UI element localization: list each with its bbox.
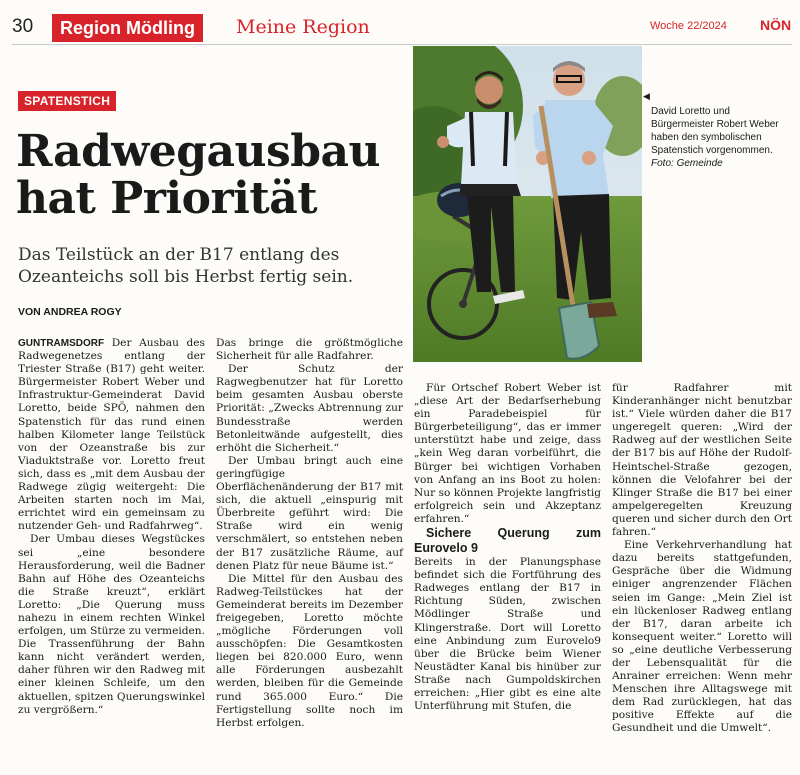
col2-paragraph-1: Das bringe die größtmögliche Sicherheit für alle Radfahrer. xyxy=(216,337,403,363)
article-photo xyxy=(413,46,642,362)
col2-paragraph-2: Der Schutz der Ragwegbenutzer hat für Loretto beim gesamten Ausbau oberste Priorität: „Zwecks Abtrennung zur Bundesstraße werden Betonleitwände aufgestellt, dies erhöht die Sicherheit.“ xyxy=(216,363,403,454)
article-title: Radwegausbau hat Priorität xyxy=(16,126,381,224)
column-4 xyxy=(612,382,792,736)
col1-paragraph-2: Der Umbau dieses Wegstückes sei „eine besondere Herausforderung, weil die Badner Bahn auf Höhe des Ozeanteichs die Straße kreuzt“, erklärt Loretto: „Die Querung muss nahezu in einem rechten Winkel erfolgen, um Stürze zu vermeiden. Die Trassenführung der Bahn kann nicht verändert werden, daher führen wir den Radweg mit einer kleinen Schleife, um den aktuellen, spitzen Querungswinkel zu vergrößern.“ xyxy=(18,533,205,716)
col2-paragraph-4: Die Mittel für den Ausbau des Radweg-Teilstückes hat der Gemeinderat bereits im Dezember freigegeben, Loretto möchte „mögliche Förderungen voll ausschöpfen: Die Gesamtkosten liegen bei 820.000 Euro, wenn alle Förderungen ausbezahlt werden, bleiben für die Gemeinde rund 365.000 Euro.“ Die Fertigstellung sollte noch im Herbst erfolgen. xyxy=(216,572,403,729)
section-subhead: Sichere Querung zum Eurovelo 9 xyxy=(414,526,601,556)
brand-logo: NÖN xyxy=(760,17,792,33)
photo-caption xyxy=(651,105,791,170)
col3-paragraph-2: Bereits in der Planungsphase befindet sich die Fortführung des Radweges entlang der B17 in Richtung Süden, zwischen Mödlinger Straße und Klingerstraße. Dort will Loretto eine Anbindung zum Eurovelo9 über die Brücke beim Wiener Neustädter Kanal bis hinüber zur Straße nach Gumpoldskirchen erreichen: „Hier gibt es eine alte Unterführung mit Stufen, die xyxy=(414,556,601,713)
column-3 xyxy=(414,382,601,713)
header-divider xyxy=(12,44,792,45)
kicker-badge: SPATENSTICH xyxy=(18,91,116,111)
col1-p1-text: Der Ausbau des Radwegenetzes entlang der Triester Straße (B17) geht weiter. Bürgermeister Robert Weber und Infrastruktur-Gemeinderat David Loretto, beide SPÖ, nahmen den Spatenstich für das rund einen halben Kilometer lange Teilstück von der Ozeanstraße bis zur Viaduktstraße vor. Loretto freut sich, dass es „mit dem Ausbau der Radwege zügig weitergeht: Die Arbeiten starten noch im Mai, errichtet wird ein gemeinsam zu nutzender Geh- und Radfahrweg“. xyxy=(18,337,205,533)
caption-text: David Loretto und Bürgermeister Robert Weber haben den symbolischen Spatenstich vorgenommen. xyxy=(651,106,779,156)
column-2 xyxy=(216,337,403,730)
article-subtitle: Das Teilstück an der B17 entlang des Ozeanteichs soll bis Herbst fertig sein. xyxy=(18,245,354,287)
dateline: GUNTRAMSDORF xyxy=(18,338,105,349)
col1-paragraph-1 xyxy=(18,337,205,533)
page-number: 30 xyxy=(12,16,34,37)
photo-credit: Foto: Gemeinde xyxy=(651,158,723,169)
col3-paragraph-1: Für Ortschef Robert Weber ist „diese Art der Bedarfserhebung ein Paradebeispiel für Bürgerbeteiligung“, das er immer unterstützt habe und zeige, dass „kein Weg daran vorbeiführt, die Bürger bei wichtigen Vorhaben von Anfang an ins Boot zu holen: Nur so können Projekte langfristig erfolgreich sein und Akzeptanz erfahren.“ xyxy=(414,382,601,525)
caption-pointer-icon: ◀ xyxy=(643,92,650,102)
col4-paragraph-2: Eine Verkehrverhandlung hat dazu bereits stattgefunden, Gespräche über die Widmung einiger angrenzender Flächen seien im Gange: „Mein Ziel ist ein lückenloser Radweg entlang der B17, daran arbeite ich konsequent weiter.“ Loretto will so „eine deutliche Verbesserung der Lebensqualität für die Anrainer erreichen: Wenn mehr Menschen ihre Alltagswege mit dem Rad zurücklegen, hat das positive Effekte auf die Gesundheit und die Umwelt“. xyxy=(612,539,792,735)
region-badge: Region Mödling xyxy=(52,14,203,42)
column-1 xyxy=(18,337,205,717)
col4-paragraph-1: für Radfahrer mit Kinderanhänger nicht benutzbar ist.“ Viele würden daher die B17 ungeregelt queren: „Wird der Radweg auf der westlichen Seite der B17 bis auf Höhe der Rudolf-Heintschel-Straße gezogen, können die Velofahrer bei der Klinger Straße die B17 bei einer ampelgeregelten Kreuzung queren und sicher durch den Ort fahren.“ xyxy=(612,382,792,539)
issue-label: Woche 22/2024 xyxy=(650,20,727,32)
photo-illustration xyxy=(413,46,642,362)
col2-paragraph-3: Der Umbau bringt auch eine geringfügige Oberflächenänderung der B17 mit sich, die aktuell „einspurig mit Überbreite geführt wird: Die Straße wird ein wenig verschmälert, so entstehen neben der B17 zusätzliche Räume, auf denen Platz für neue Bäume ist.“ xyxy=(216,454,403,572)
section-label: Meine Region xyxy=(236,16,370,38)
byline: VON ANDREA ROGY xyxy=(18,306,122,318)
